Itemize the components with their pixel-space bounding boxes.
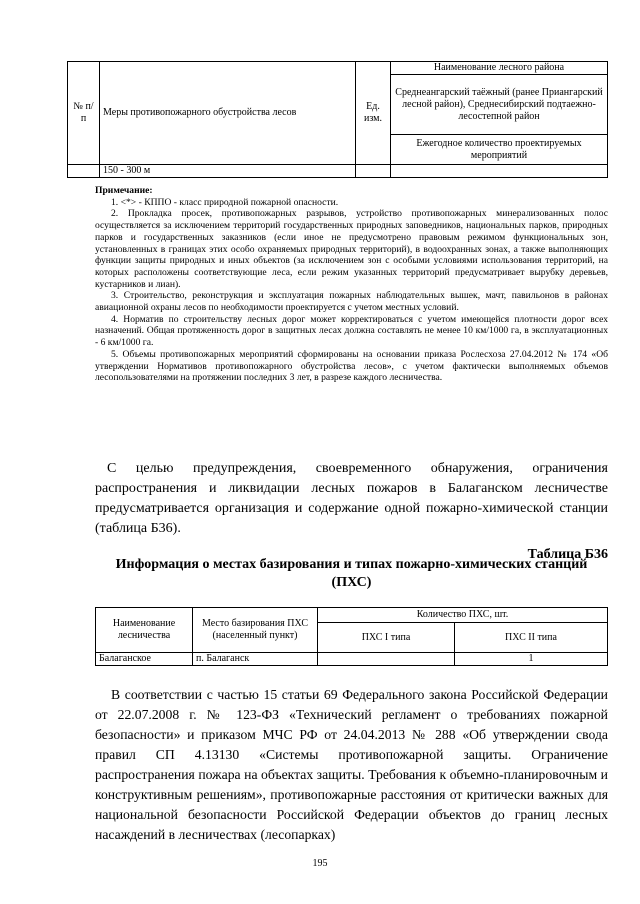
- col-type2-header: ПХС II типа: [455, 623, 608, 653]
- row-location: п. Балаганск: [193, 653, 318, 666]
- col-forestry-header: Наименование лесничества: [96, 608, 193, 653]
- row-forestry: Балаганское: [96, 653, 193, 666]
- annual-quantity-header: Ежегодное количество проектируемых мероприятий: [391, 135, 608, 165]
- row-type1: [318, 653, 455, 666]
- col-type1-header: ПХС I типа: [318, 623, 455, 653]
- last-row-value: 150 - 300 м: [100, 165, 356, 178]
- notes-title: Примечание:: [95, 185, 153, 196]
- page-number: 195: [312, 858, 328, 869]
- note-item: 1. <*> - КППО - класс природной пожарной опасности.: [111, 196, 339, 208]
- table-title: Информация о местах базирования и типах пожарно-химических станций (ПХС): [115, 557, 588, 590]
- table-cell: [356, 165, 391, 178]
- table-cell: [68, 165, 100, 178]
- col-unit-header: Ед. изм.: [356, 62, 391, 165]
- table-row: [96, 653, 608, 666]
- fire-measures-table: [67, 61, 608, 178]
- notes-block: [95, 185, 608, 384]
- paragraph-fire-station: С целью предупреждения, своевременного обнаружения, ограничения распространения и ликвидации лесных пожаров в Балаганском лесничестве предусматривается организация и содержание одной пожарно-химической станции (таблица Б36).: [95, 461, 608, 536]
- note-item: 4. Норматив по строительству лесных дорог может корректироваться с учетом имеющейся плотности дорог всех назначений. Общая протяженность дорог в защитных лесах должна составлять не менее 10 км/1000 га, в эксплуатационных - 6 км/1000 га.: [95, 313, 608, 349]
- forest-area-header: Наименование лесного района: [391, 62, 608, 75]
- col-quantity-header: Количество ПХС, шт.: [318, 608, 608, 623]
- col-location-header: Место базирования ПХС (населенный пункт): [193, 608, 318, 653]
- col-measures-header: Меры противопожарного обустройства лесов: [100, 62, 356, 165]
- paragraph-regulations: В соответствии с частью 15 статьи 69 Федерального закона Российской Федерации от 22.07.2008 г. № 123-ФЗ «Технический регламент о требованиях пожарной безопасности» и приказом МЧС РФ от 24.04.2013 № 288 «Об утверждении свода правил СП 4.13130 «Системы противопожарной защиты. Ограничение распространения пожара на объектах защиты. Требования к объемно-планировочным и конструктивным решениям», противопожарные расстояния от критически важных для национальной безопасности Российской Федерации объектов до границ лесных насаждений в лесничествах (лесопарках): [95, 687, 608, 842]
- note-item: 5. Объемы противопожарных мероприятий сформированы на основании приказа Рослесхоза 27.04.2012 № 174 «Об утверждении Нормативов противопожарного обустройства лесов», с учетом фактически выполняемых объемов лесопользователями на протяжении последних 3 лет, в разрезе каждого лесничества.: [95, 348, 608, 384]
- table-cell: [391, 165, 608, 178]
- row-type2: 1: [455, 653, 608, 666]
- fire-stations-table: [95, 607, 608, 666]
- note-item: 2. Прокладка просек, противопожарных разрывов, устройство противопожарных минерализованных полос осуществляется за исключением территорий государственных природных заповедников, национальных парков, природных парков и государственных заказников (если иное не предусмотрено правовым режимом функциональных зон, установленных в границах этих особо охраняемых природных территорий), в водоохранных зонах, а также выполняющих функции защиты природных и иных объектов (за исключением зон с особыми условиями использования территорий, на которых расположены соответствующие леса, если режим указанных территорий предусматривает вырубку деревьев, кустарников и лиан).: [95, 208, 608, 290]
- table-caption: Таблица Б36: [527, 547, 608, 562]
- forest-area-name: Среднеангарский таёжный (ранее Приангарский лесной район), Среднесибирский подтаежно-лесостепной район: [391, 75, 608, 135]
- col-num-header: № п/п: [68, 62, 100, 165]
- note-item: 3. Строительство, реконструкция и эксплуатация пожарных наблюдательных вышек, мачт, павильонов в районах авиационной охраны лесов по необходимости проектируется с учетом местных условий.: [95, 290, 608, 314]
